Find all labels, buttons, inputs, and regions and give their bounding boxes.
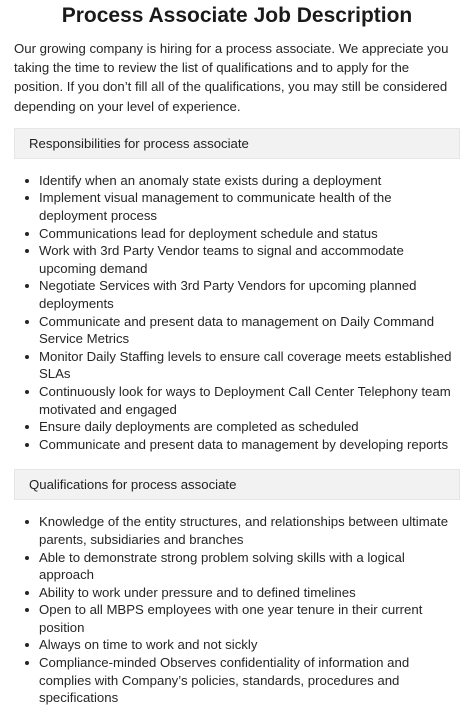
responsibility-item: Identify when an anomaly state exists during a deployment (24, 172, 460, 190)
qualification-item: Knowledge of the entity structures, and relationships between ultimate parents, subsidiaries and branches (24, 513, 460, 548)
qualifications-list (14, 513, 460, 707)
qualification-item: Open to all MBPS employees with one year tenure in their current position (24, 601, 460, 636)
intro-paragraph: Our growing company is hiring for a process associate. We appreciate you taking the time to review the list of qualifications and to apply for the position. If you don’t fill all of the qualifications, you may still be considered depending on your level of experience. (14, 41, 449, 114)
responsibility-item: Monitor Daily Staffing levels to ensure call coverage meets established SLAs (24, 348, 460, 383)
responsibility-item: Continuously look for ways to Deployment Call Center Telephony team motivated and engaged (24, 383, 460, 418)
responsibilities-list (14, 172, 460, 454)
responsibility-item: Ensure daily deployments are completed as scheduled (24, 418, 460, 436)
qualifications-heading: Qualifications for process associate (14, 469, 460, 500)
responsibility-item: Communicate and present data to management by developing reports (24, 436, 460, 454)
qualification-item: Able to demonstrate strong problem solving skills with a logical approach (24, 549, 460, 584)
responsibility-item: Work with 3rd Party Vendor teams to signal and accommodate upcoming demand (24, 242, 460, 277)
responsibility-item: Negotiate Services with 3rd Party Vendors for upcoming planned deployments (24, 277, 460, 312)
qualification-item: Ability to work under pressure and to defined timelines (24, 584, 460, 602)
page-title: Process Associate Job Description (61, 4, 413, 27)
qualification-item: Always on time to work and not sickly (24, 636, 460, 654)
responsibilities-heading: Responsibilities for process associate (14, 128, 460, 159)
responsibility-item: Communicate and present data to management on Daily Command Service Metrics (24, 313, 460, 348)
qualification-item: Compliance-minded Observes confidentiality of information and complies with Company’s policies, standards, procedures and specifications (24, 654, 460, 707)
responsibility-item: Implement visual management to communicate health of the deployment process (24, 189, 460, 224)
responsibility-item: Communications lead for deployment schedule and status (24, 225, 460, 243)
